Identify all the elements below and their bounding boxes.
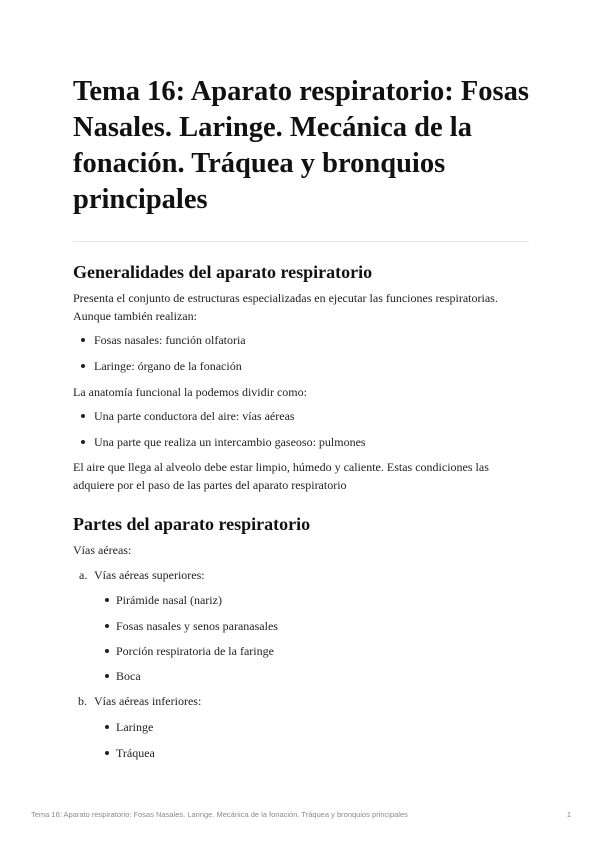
list-item: Una parte que realiza un intercambio gaseoso: pulmones <box>94 435 366 449</box>
paragraph-vias: Vías aéreas: <box>73 543 132 557</box>
list-item: Fosas nasales: función olfatoria <box>94 333 246 347</box>
list-item: Vías aéreas superiores: <box>94 568 205 582</box>
bullet-icon <box>105 598 109 602</box>
page-number: 1 <box>566 810 571 819</box>
list-marker-b: b. <box>78 694 87 708</box>
paragraph-anatomia: La anatomía funcional la podemos dividir como: <box>73 385 307 399</box>
section-heading-generalidades: Generalidades del aparato respiratorio <box>73 262 373 282</box>
sublist-item: Pirámide nasal (nariz) <box>116 593 222 607</box>
bullet-icon <box>81 364 85 368</box>
bullet-icon <box>81 440 85 444</box>
list-marker-a: a. <box>79 568 88 582</box>
sublist-item: Laringe <box>116 720 154 734</box>
bullet-icon <box>105 624 109 628</box>
paragraph-intro: Presenta el conjunto de estructuras especializadas en ejecutar las funciones respiratorias. Aunque también realizan: <box>73 291 498 323</box>
bullet-icon <box>105 751 109 755</box>
bullet-icon <box>105 725 109 729</box>
paragraph-aire: El aire que llega al alveolo debe estar limpio, húmedo y caliente. Estas condiciones las adquiere por el paso de las partes del aparato respiratorio <box>73 460 489 492</box>
list-item: Vías aéreas inferiores: <box>94 694 202 708</box>
sublist-item: Tráquea <box>116 746 155 760</box>
title-divider <box>73 241 529 242</box>
page-footer <box>31 810 571 819</box>
bullet-icon <box>105 649 109 653</box>
list-item: Una parte conductora del aire: vías aéreas <box>94 409 295 423</box>
bullet-icon <box>81 414 85 418</box>
sublist-item: Porción respiratoria de la faringe <box>116 644 274 658</box>
sublist-item: Boca <box>116 669 141 683</box>
list-item: Laringe: órgano de la fonación <box>94 359 242 373</box>
bullet-icon <box>81 338 85 342</box>
page-title: Tema 16: Aparato respiratorio: Fosas Nasales. Laringe. Mecánica de la fonación. Tráquea y bronquios principales <box>73 76 529 215</box>
bullet-icon <box>105 674 109 678</box>
section-heading-partes: Partes del aparato respiratorio <box>73 514 311 534</box>
footer-text: Tema 16: Aparato respiratorio: Fosas Nasales. Laringe. Mecánica de la fonación. Tráquea y bronquios principales <box>31 810 408 819</box>
sublist-item: Fosas nasales y senos paranasales <box>116 619 278 633</box>
